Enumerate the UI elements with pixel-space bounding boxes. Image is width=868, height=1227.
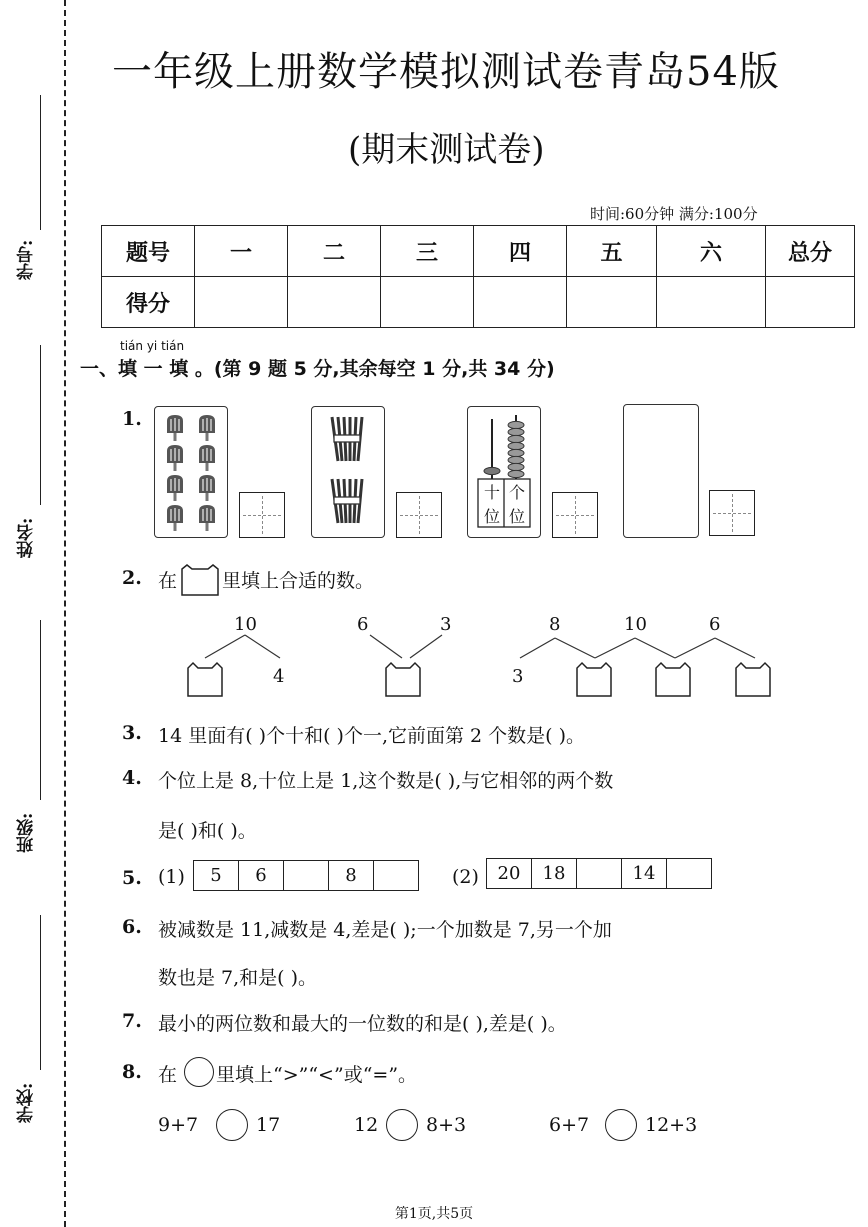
score-label-cell: 得分 (102, 277, 195, 328)
comparison-right: 17 (256, 1114, 281, 1136)
score-table-score-row (102, 277, 855, 328)
question-text: 在 (158, 1064, 178, 1086)
tree-number: 3 (440, 614, 452, 635)
section-heading: 一、填 一 填 。(第 9 题 5 分,其余每空 1 分,共 34 分) (80, 358, 555, 380)
answer-box[interactable] (709, 490, 755, 536)
question-number: 6. (122, 916, 142, 938)
abacus-label: 位 (484, 507, 501, 526)
comparison-left: 12 (354, 1114, 379, 1136)
cat-box-icon (180, 563, 220, 597)
circle-icon (184, 1057, 214, 1087)
score-table-header-row (102, 226, 855, 277)
question-number: 8. (122, 1061, 142, 1083)
school-line (40, 915, 41, 1070)
student-id-line (40, 95, 41, 230)
question-number: 1. (122, 408, 142, 430)
score-cell: 六 (657, 226, 766, 277)
question-text: 里填上合适的数。 (222, 570, 375, 592)
abacus-icon (468, 407, 540, 537)
comparison-circle[interactable] (216, 1109, 248, 1141)
popsicle-card (154, 406, 228, 538)
sequence-cell: 18 (532, 859, 577, 889)
number-sequence-2 (486, 858, 712, 889)
comparison-right: 8+3 (426, 1114, 467, 1136)
name-line (40, 345, 41, 505)
answer-box[interactable] (239, 492, 285, 538)
score-cell: 题号 (102, 226, 195, 277)
question-text: 被减数是 11,减数是 4,差是( );一个加数是 7,另一个加 (158, 919, 612, 941)
class-line (40, 620, 41, 800)
comparison-circle[interactable] (605, 1109, 637, 1141)
sequence-label: (1) (158, 866, 185, 888)
student-id-label: 学号: (17, 239, 37, 280)
sequence-cell: 14 (622, 859, 667, 889)
question-number: 3. (122, 722, 142, 744)
question-text: 最小的两位数和最大的一位数的和是( ),差是( )。 (158, 1013, 567, 1035)
score-cell: 三 (381, 226, 474, 277)
sequence-cell: 6 (239, 861, 284, 891)
score-input-cell[interactable] (657, 277, 766, 328)
score-cell: 一 (195, 226, 288, 277)
binding-dashed-line (64, 0, 66, 1227)
number-sequence-1 (193, 860, 419, 891)
question-text: 14 里面有( )个十和( )个一,它前面第 2 个数是( )。 (158, 725, 586, 747)
number-tree-diagram (180, 610, 790, 700)
question-number: 4. (122, 767, 142, 789)
sequence-cell: 8 (329, 861, 374, 891)
score-input-cell[interactable] (474, 277, 567, 328)
sequence-blank-cell[interactable] (374, 861, 419, 891)
tree-number: 10 (624, 614, 647, 635)
stick-bundle-icon (312, 407, 384, 537)
score-cell: 总分 (766, 226, 855, 277)
question-text: 个位上是 8,十位上是 1,这个数是( ),与它相邻的两个数 (158, 770, 614, 792)
abacus-label: 个 (509, 483, 526, 502)
score-input-cell[interactable] (567, 277, 657, 328)
school-label: 学校: (17, 1082, 37, 1123)
tree-number: 10 (234, 614, 257, 635)
abacus-label: 位 (509, 507, 526, 526)
comparison-left: 6+7 (549, 1114, 590, 1136)
question-number: 7. (122, 1010, 142, 1032)
page-footer: 第1页,共5页 (394, 1206, 474, 1222)
question-text: 数也是 7,和是( )。 (158, 967, 318, 989)
comparison-left: 9+7 (158, 1114, 199, 1136)
abacus-card (467, 406, 541, 538)
comparison-circle[interactable] (386, 1109, 418, 1141)
comparison-right: 12+3 (645, 1114, 698, 1136)
section-pinyin: tián yi tián (120, 339, 185, 353)
class-label: 班级: (17, 812, 37, 853)
sequence-blank-cell[interactable] (667, 859, 712, 889)
score-cell: 四 (474, 226, 567, 277)
question-number: 5. (122, 867, 142, 889)
abacus-label: 十 (484, 483, 501, 502)
question-text: 里填上“>”“<”或“=”。 (216, 1064, 418, 1086)
tree-number: 8 (549, 614, 561, 635)
score-cell: 二 (288, 226, 381, 277)
sequence-blank-cell[interactable] (577, 859, 622, 889)
stick-bundle-card (311, 406, 385, 538)
sequence-blank-cell[interactable] (284, 861, 329, 891)
popsicle-icon (155, 407, 227, 537)
question-text: 是( )和( )。 (158, 820, 257, 842)
page-title: 一年级上册数学模拟测试卷青岛54版 (112, 49, 780, 95)
answer-box[interactable] (552, 492, 598, 538)
sequence-label: (2) (452, 866, 479, 888)
time-info: 时间:60分钟 满分:100分 (590, 205, 758, 223)
score-input-cell[interactable] (766, 277, 855, 328)
score-table (101, 225, 855, 328)
tree-number: 3 (512, 666, 524, 687)
score-cell: 五 (567, 226, 657, 277)
tree-number: 6 (709, 614, 721, 635)
name-label: 姓名: (17, 517, 37, 558)
score-input-cell[interactable] (288, 277, 381, 328)
score-input-cell[interactable] (195, 277, 288, 328)
blank-drawing-card[interactable] (623, 404, 699, 538)
question-text: 在 (158, 570, 178, 592)
sequence-cell: 5 (194, 861, 239, 891)
score-input-cell[interactable] (381, 277, 474, 328)
sequence-cell: 20 (487, 859, 532, 889)
answer-box[interactable] (396, 492, 442, 538)
tree-number: 6 (357, 614, 369, 635)
tree-number: 4 (273, 666, 285, 687)
page-subtitle: (期末测试卷) (348, 130, 545, 170)
question-number: 2. (122, 567, 142, 589)
